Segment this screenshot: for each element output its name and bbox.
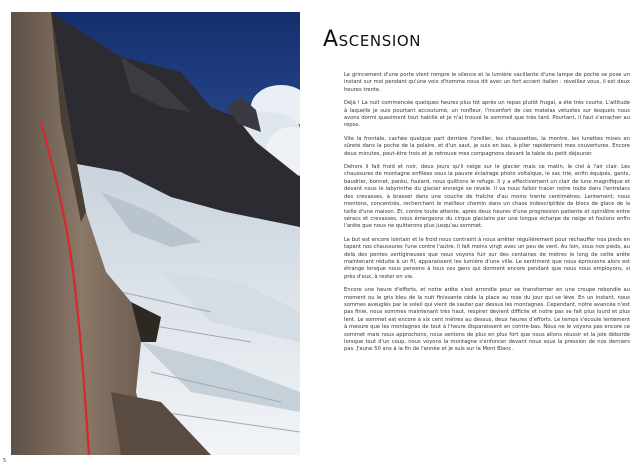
mountain-photo bbox=[11, 12, 300, 455]
paragraph: Déjà ! La nuit commencée quelques heures plus tôt après un repas plutôt frugal, a été très courte. L'altitude à laquelle je suis pourtant accoutumé, un ronfleur, l'inconfort de ces matelas vétustes sur lesquels nous avons dormi quasiment tout habillé et je n'ai trouvé le sommeil que très tard. Pourtant, il faut s'arracher au repos. bbox=[344, 100, 630, 129]
paragraph: Encore une heure d'efforts, et notre arête s'est arrondie pour se transformer en une croupe rebondie au moment ou le gris bleu de la nuit finissante cède la place au rose du jour qui se lève. En un instant, nous sommes aveuglés par le soleil qui vient de sauter par dessus les montagnes. Cependant, notre avancée n'est pas finie, nous sommes maintenant très haut, respirer devient difficile et notre pas se fait plus lourd et plus lent. Le sommet est encore à six cent mètres au dessus, deux heures d'efforts. Le temps s'écoule lentement à mesure que les montagnes de tout à l'heure disparaissent en contre-bas. Nous ne le voyons pas encore ce sommet mais nous approchons, nous sentons de plus en plus fort que nous allons réussir et la joie déborde lorsque tout d'un coup, nous voyons la montagne s'enfoncer devant nous sous la pression de nos derniers pas. J'aurai 50 ans à la fin de l'année et je suis sur le Mont Blanc. bbox=[344, 287, 630, 353]
page-number: 5 bbox=[3, 458, 7, 464]
paragraph: Vite la frontale, cachée quelque part derrière l'oreiller, les chaussettes, la montre, les lunettes mises en sûreté dans la poche de la polaire, et d'un saut, je suis en bas, à plier rapidement mes couvertures. Encore deux minutes, peut-être trois et je retrouve mes compagnons devant la table du petit déjeuner. bbox=[344, 135, 630, 157]
article-body bbox=[344, 72, 630, 360]
paragraph: Dehors il fait froid et noir, deux jours qu'il neige sur le glacier mais ce matin, le ciel à l'air clair. Les chaussures de montagne enfilées sous la pauvre éclairage photo voltaïque, le sac trié, enfin équipés, gants, baudrier, bonnet, panku, foulard, nous quittons le refuge. Il y a effectivement un clair de lune magnifique et devant nous le labyrinthe du glacier enneigé se révèle. Il va nous falloir tracer notre route dans l'entrelacs des crevasses, à brasser dans une couche de fraîche d'au moins trente centimètres. Lentement, nous montons, concentrés, recherchant le meilleur chemin dans un chaos indescriptible de blocs de glace de la taille d'une maison. Et, contre toute attente, après deux heures d'une progression patiente et opiniâtre entre séracs et crevasses, nous émergeons du cirque glaciaire par une longue écharpe de neige et foulons enfin l'arête que nous ne quitterons plus jusqu'au sommet. bbox=[344, 164, 630, 230]
mountain-climbing-photo-icon bbox=[11, 12, 300, 455]
paragraph: Le but est encore lointain et le froid nous contraint à nous arrêter régulièrement pour réchauffer nos pieds en tapant nos chaussures l'une contre l'autre. Il fait moins vingt avec un peu de vent. Au loin, sous nos pieds, au delà des pentes vertigineuses que nous voyons fuir sur des centaines de mètres le long de cette arête maintenant réduite à un fil, apparaissent les lumière d'une ville. Le sentiment que nous éprouvons alors est étrange lorsque nous pensons à tous ces gens qui dorment encore pendant que nous nous employons, si près d'eux, à rester en vie. bbox=[344, 236, 630, 280]
paragraph: Le grincement d'une porte vient rompre le silence et la lumière vacillante d'une lampe de poche se pose un instant sur moi pendant qu'une voix d'homme nous dit avec un fort accent italien : réveillez vous, il est deux heures trente. bbox=[344, 72, 630, 93]
page-title: Ascension bbox=[323, 27, 422, 52]
